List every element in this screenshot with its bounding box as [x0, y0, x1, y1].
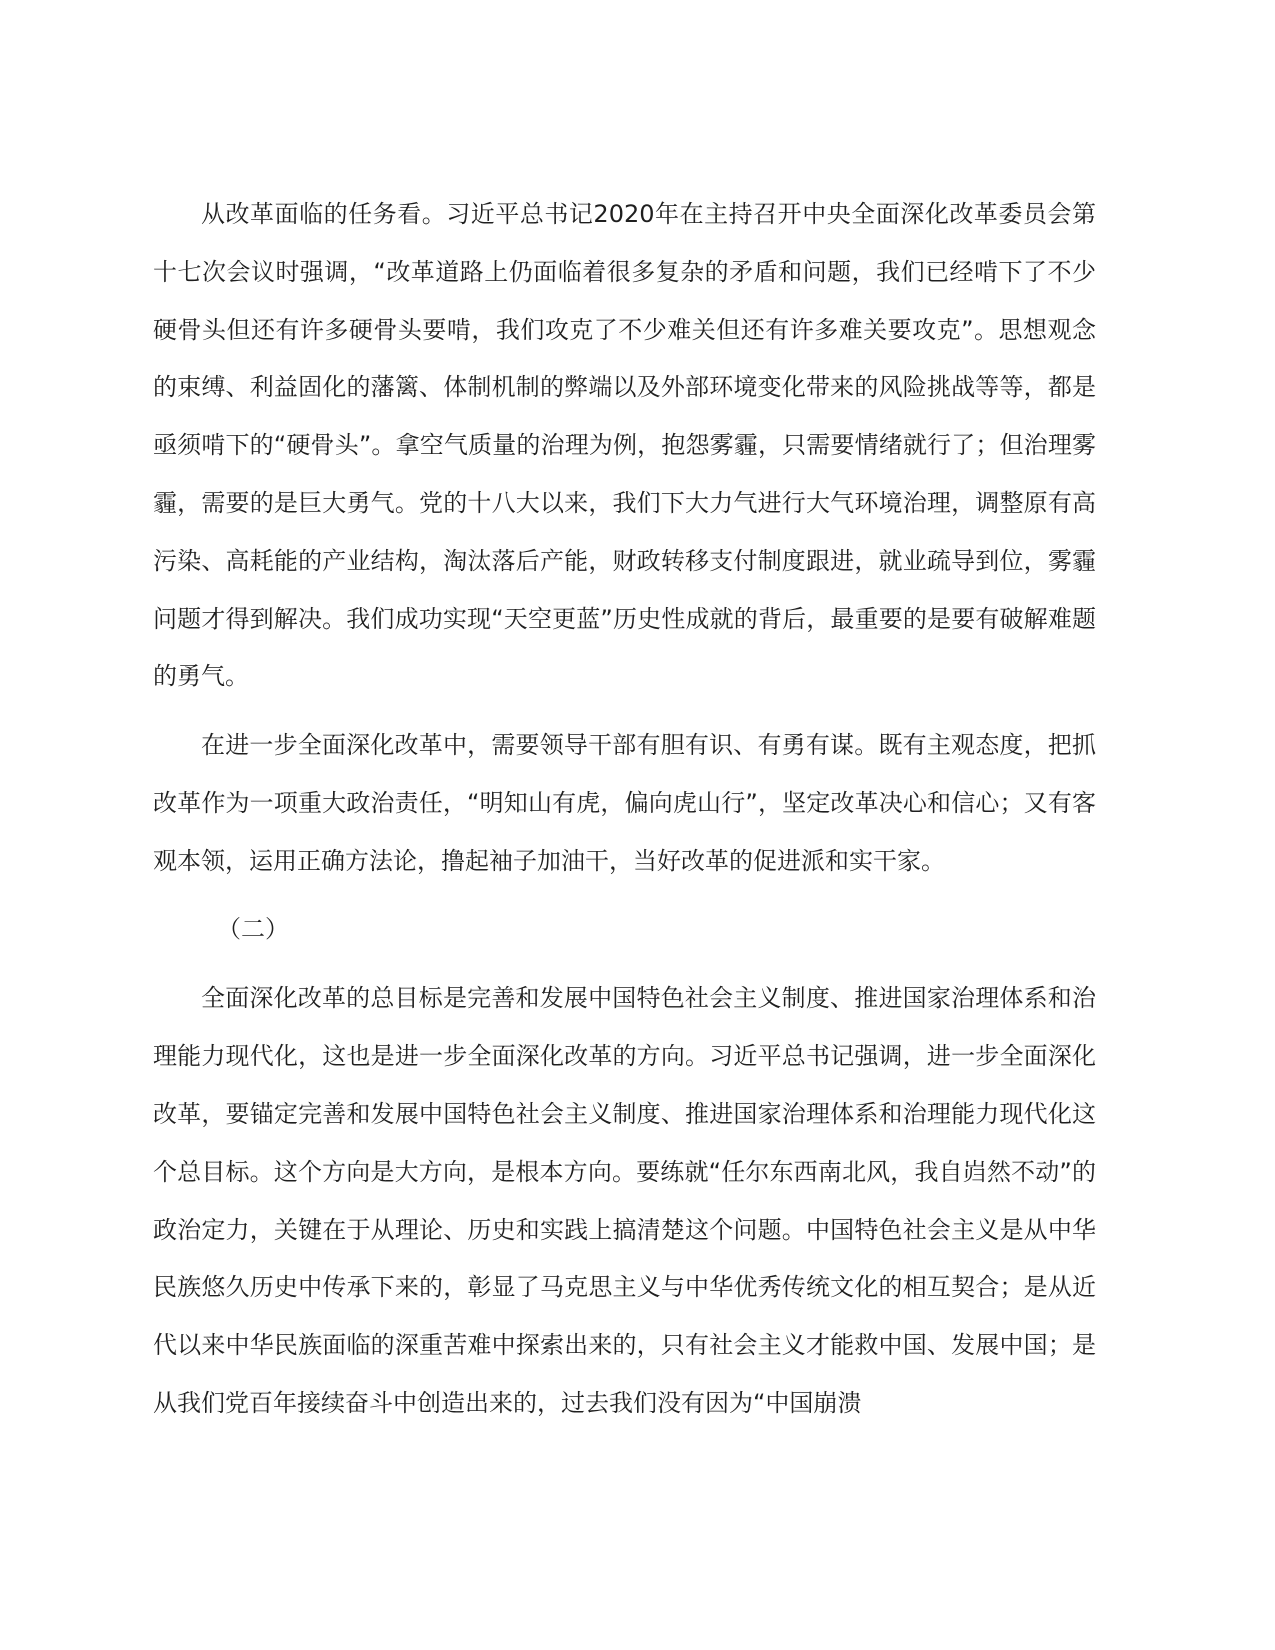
section-heading: （二） — [217, 914, 289, 943]
paragraph-reform-tasks: 从改革面临的任务看。习近平总书记2020年在主持召开中央全面深化改革委员会第十七次会议时强调，“改革道路上仍面临着很多复杂的矛盾和问题，我们已经啃下了不少硬骨头但还有许多硬骨头要啃，我们攻克了不少难关但还有许多难关要攻克”。思想观念的束缚、利益固化的藩篱、体制机制的弊端以及外部环境变化带来的风险挑战等等，都是亟须啃下的“硬骨头”。拿空气质量的治理为例，抱怨雾霾，只需要情绪就行了；但治理雾霾，需要的是巨大勇气。党的十八大以来，我们下大力气进行大气环境治理，调整原有高污染、高耗能的产业结构，淘汰落后产能，财政转移支付制度跟进，就业疏导到位，雾霾问题才得到解决。我们成功实现“天空更蓝”历史性成就的背后，最重要的是要有破解难题的勇气。 — [153, 200, 1096, 691]
paragraph-overall-goal: 全面深化改革的总目标是完善和发展中国特色社会主义制度、推进国家治理体系和治理能力现代化，这也是进一步全面深化改革的方向。习近平总书记强调，进一步全面深化改革，要锚定完善和发展中国特色社会主义制度、推进国家治理体系和治理能力现代化这个总目标。这个方向是大方向，是根本方向。要练就“任尔东西南北风，我自岿然不动”的政治定力，关键在于从理论、历史和实践上搞清楚这个问题。中国特色社会主义是从中华民族悠久历史中传承下来的，彰显了马克思主义与中华优秀传统文化的相互契合；是从近代以来中华民族面临的深重苦难中探索出来的，只有社会主义才能救中国、发展中国；是从我们党百年接续奋斗中创造出来的，过去我们没有因为“中国崩溃 — [153, 984, 1096, 1417]
paragraph-leading-cadres: 在进一步全面深化改革中，需要领导干部有胆有识、有勇有谋。既有主观态度，把抓改革作为一项重大政治责任，“明知山有虎，偏向虎山行”，坚定改革决心和信心；又有客观本领，运用正确方法论，撸起袖子加油干，当好改革的促进派和实干家。 — [153, 731, 1096, 875]
document-body — [153, 186, 1096, 1433]
